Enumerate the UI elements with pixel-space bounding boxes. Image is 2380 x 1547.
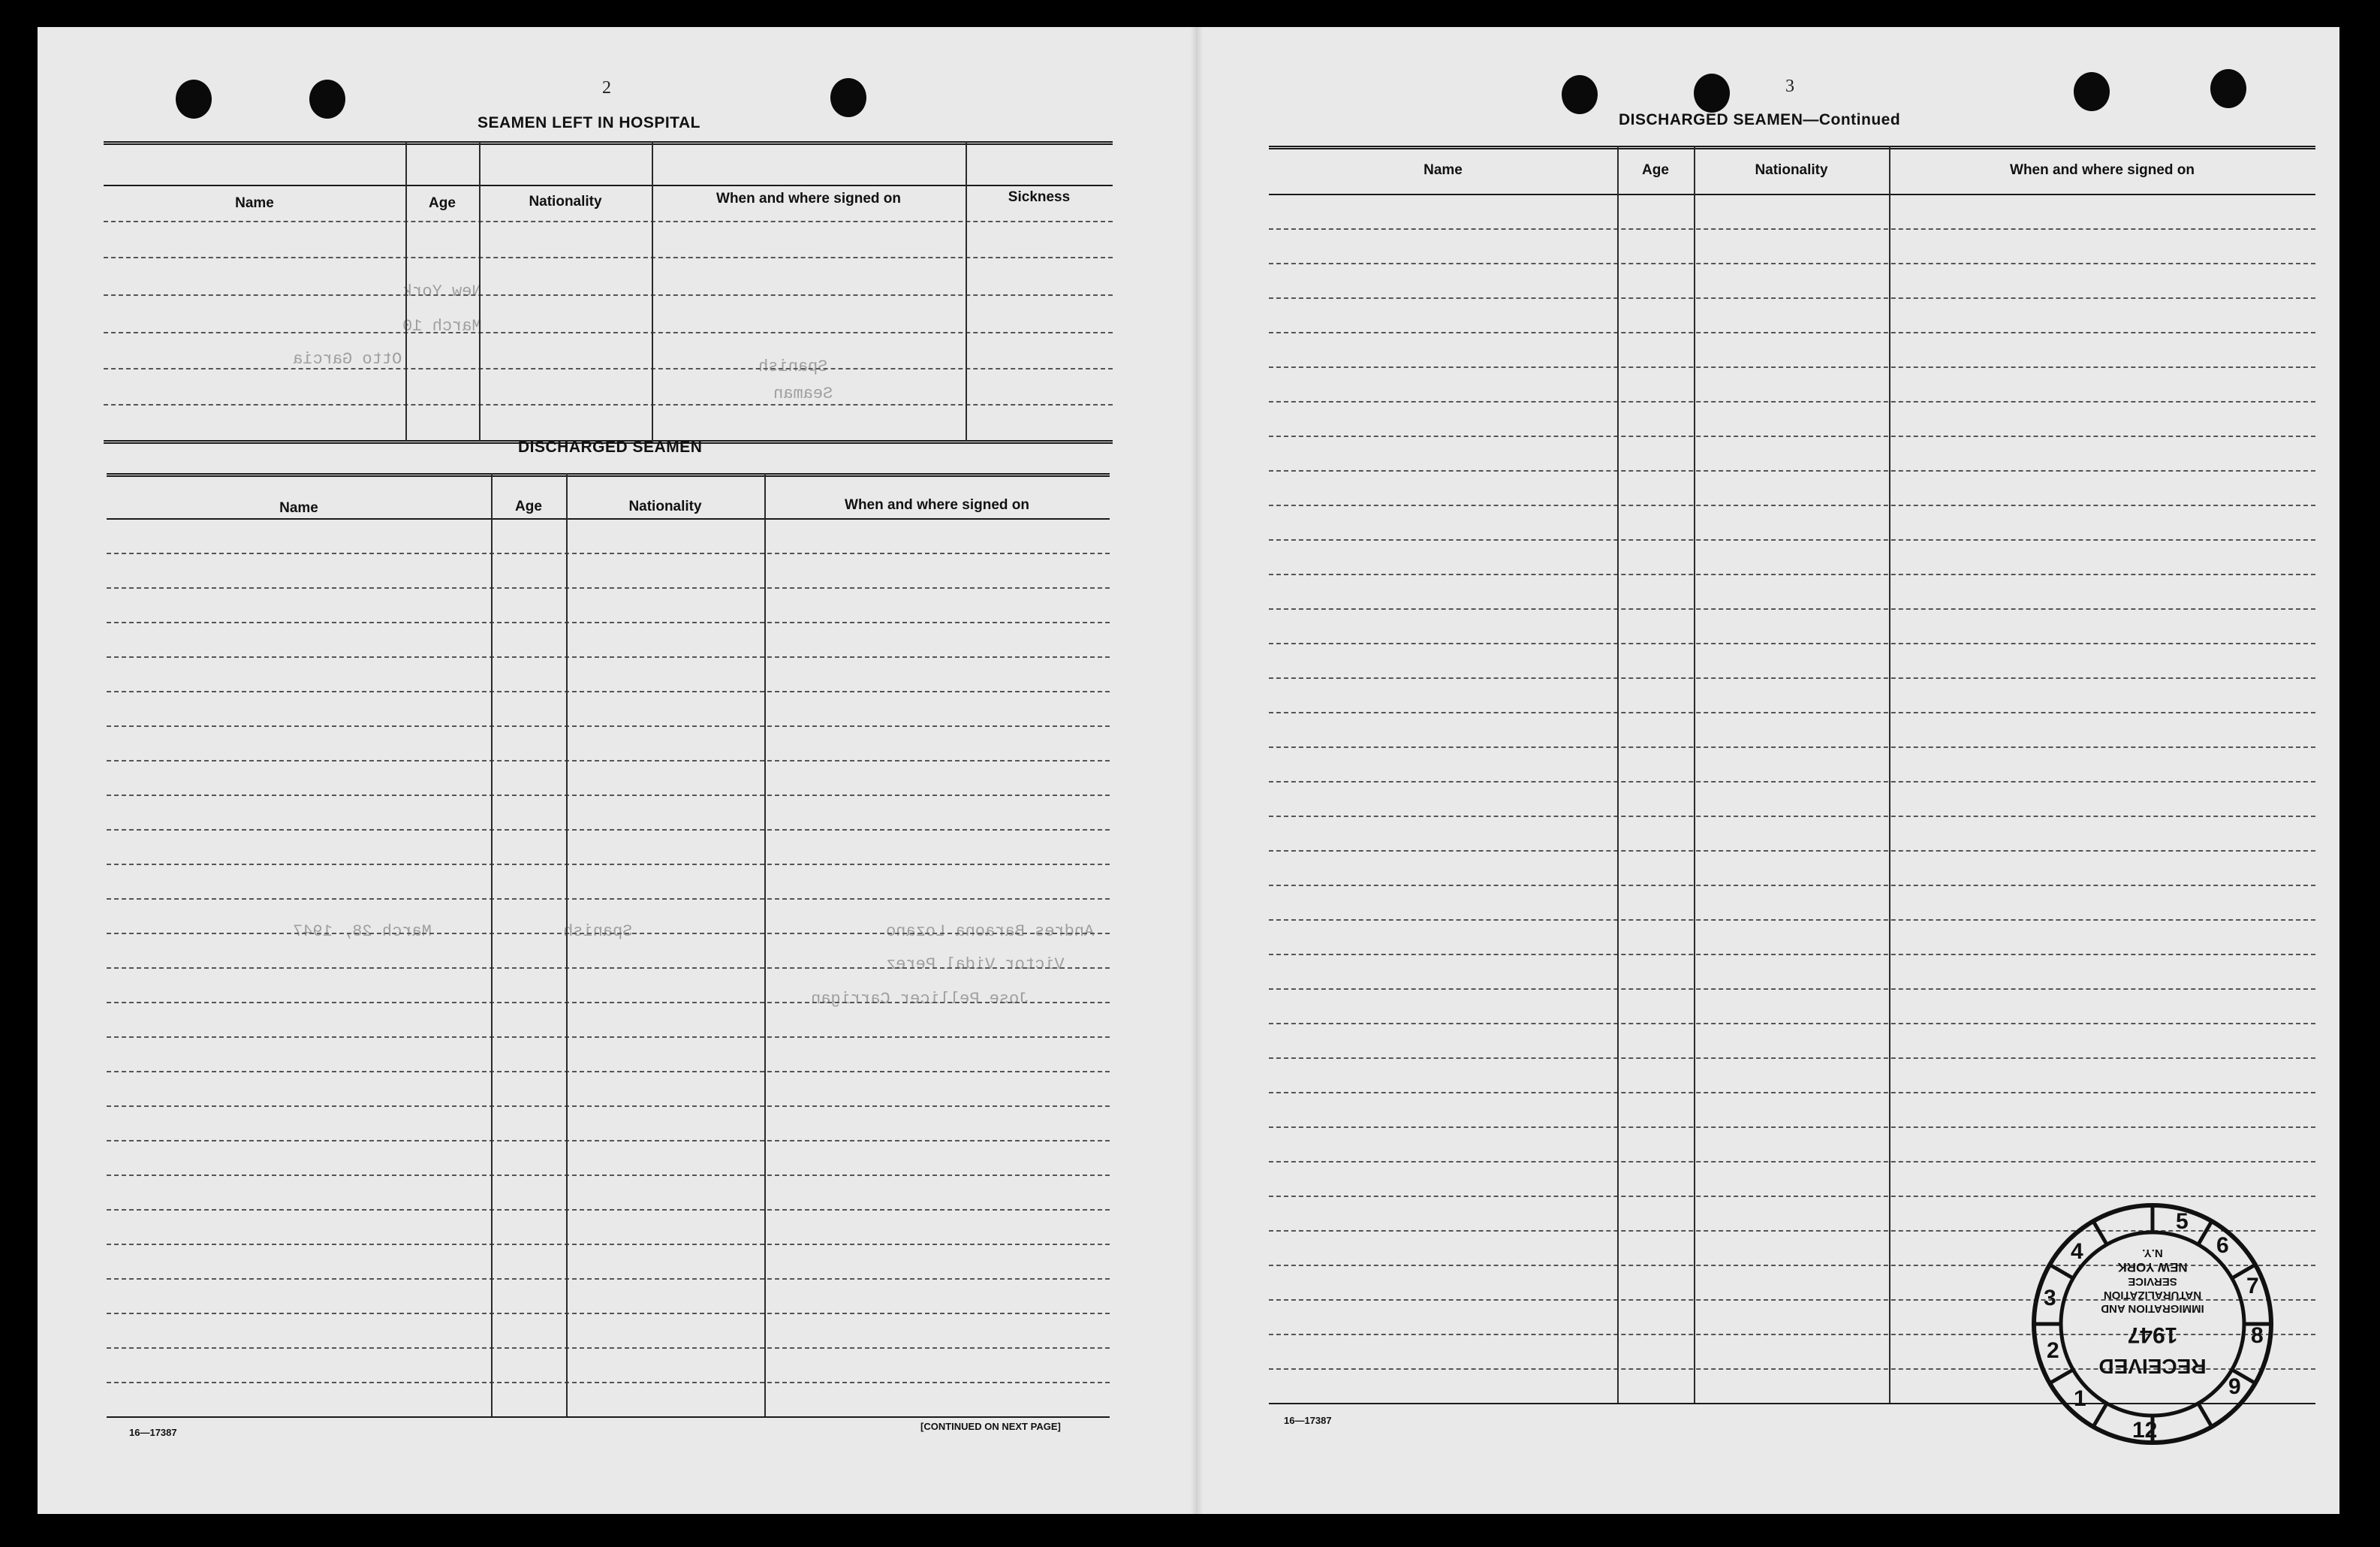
received-stamp xyxy=(2029,1200,2276,1448)
punch-hole xyxy=(176,80,212,119)
section-title-text: DISCHARGED SEAMEN xyxy=(1619,111,1803,128)
section-title-discharged-continued xyxy=(1619,111,1900,129)
column-header-sickness: Sickness xyxy=(1008,189,1071,205)
column-header-signed-on: When and where signed on xyxy=(845,497,1029,513)
page-number: 3 xyxy=(1785,77,1794,96)
bleed-through-text: Otto Garcia xyxy=(293,350,402,369)
stamp-service-line: NEW YORK xyxy=(2117,1260,2188,1274)
column-header-signed-on: When and where signed on xyxy=(716,191,901,207)
stamp-received-text: RECEIVED xyxy=(2098,1355,2207,1378)
bleed-through-text: Spanish xyxy=(758,357,828,376)
svg-text:9: 9 xyxy=(2228,1374,2241,1399)
manifest-paper xyxy=(38,27,2339,1514)
svg-text:7: 7 xyxy=(2246,1274,2259,1298)
bleed-through-text: Seaman xyxy=(773,384,833,403)
svg-text:12: 12 xyxy=(2132,1418,2158,1443)
bleed-through-text: New York xyxy=(402,282,482,301)
stamp-service-line: NATURALIZATION xyxy=(2103,1289,2202,1301)
bleed-through-text: Victor Vidal Perez xyxy=(886,955,1065,974)
punch-hole xyxy=(2210,69,2246,108)
section-title-discharged: DISCHARGED SEAMEN xyxy=(518,439,703,456)
column-header-age: Age xyxy=(515,499,542,514)
punch-hole xyxy=(2074,72,2110,111)
column-header-name: Name xyxy=(235,195,274,211)
hospital-table xyxy=(104,141,1113,449)
column-header-nationality: Nationality xyxy=(529,194,602,210)
stamp-year: 1947 xyxy=(2127,1322,2178,1347)
section-title-suffix: —Continued xyxy=(1803,111,1901,128)
stamp-service-line: N.Y. xyxy=(2142,1247,2163,1259)
punch-hole xyxy=(1694,74,1730,113)
discharged-table-left xyxy=(107,473,1110,1442)
bleed-through-text: Spanish xyxy=(563,922,633,941)
svg-text:8: 8 xyxy=(2251,1323,2264,1348)
column-header-nationality: Nationality xyxy=(1755,162,1828,178)
column-header-age: Age xyxy=(429,195,456,211)
stamp-service-line: IMMIGRATION AND xyxy=(2101,1302,2204,1315)
svg-text:6: 6 xyxy=(2216,1233,2229,1258)
section-title-hospital: SEAMEN LEFT IN HOSPITAL xyxy=(478,114,700,131)
continued-note: [CONTINUED ON NEXT PAGE] xyxy=(920,1421,1061,1432)
column-header-name: Name xyxy=(1423,162,1463,178)
center-fold xyxy=(1190,27,1204,1514)
svg-text:1: 1 xyxy=(2074,1386,2086,1411)
column-header-signed-on: When and where signed on xyxy=(2010,162,2195,178)
column-header-nationality: Nationality xyxy=(628,499,702,514)
column-header-age: Age xyxy=(1642,162,1669,178)
svg-text:2: 2 xyxy=(2047,1338,2059,1363)
punch-hole xyxy=(1562,75,1598,114)
bleed-through-text: Jose Pellicer Carrigan xyxy=(811,990,1029,1009)
form-number: 16—17387 xyxy=(1284,1415,1332,1426)
svg-text:5: 5 xyxy=(2176,1209,2189,1234)
form-number: 16—17387 xyxy=(129,1427,177,1438)
column-header-name: Name xyxy=(279,500,318,516)
page-number: 2 xyxy=(602,78,611,98)
bleed-through-text: Andres Baraona Lozano xyxy=(886,922,1095,941)
svg-text:3: 3 xyxy=(2044,1286,2056,1310)
punch-hole xyxy=(830,78,866,117)
svg-text:4: 4 xyxy=(2071,1239,2083,1264)
bleed-through-text: March 10 xyxy=(402,317,482,336)
bleed-through-text: March 28, 1947 xyxy=(293,922,432,941)
stamp-service-line: SERVICE xyxy=(2128,1275,2177,1288)
punch-hole xyxy=(309,80,345,119)
